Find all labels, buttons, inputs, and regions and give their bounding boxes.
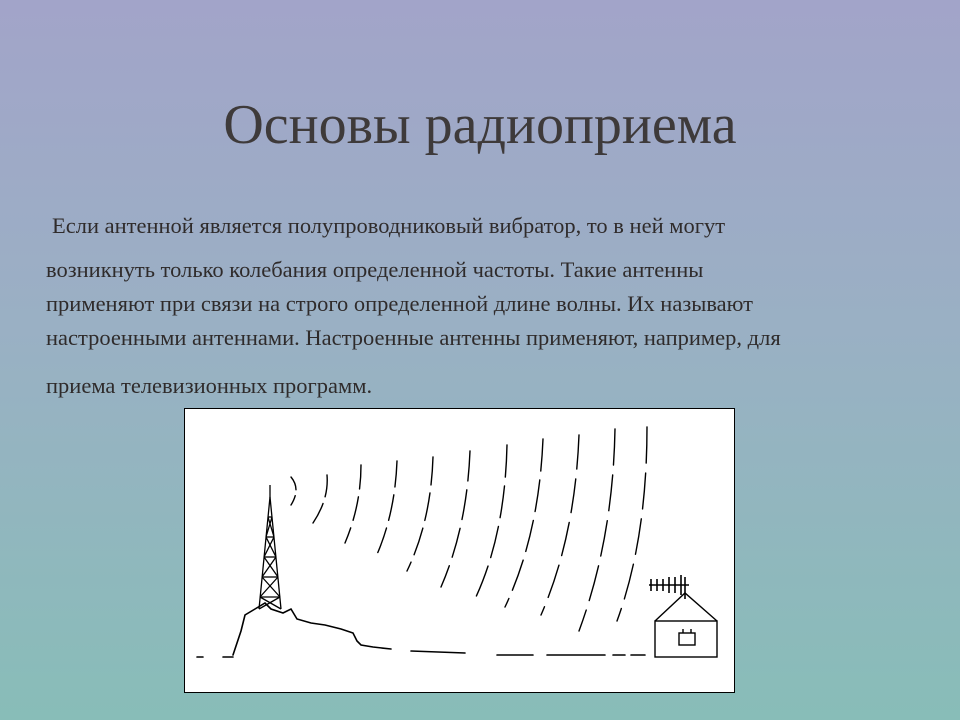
- wave-arc-1: [291, 477, 296, 505]
- wave-arc-4: [375, 461, 397, 559]
- transmitter-tower: [259, 485, 281, 609]
- radio-waves: [291, 427, 647, 631]
- diagram-canvas: [185, 409, 734, 692]
- radio-reception-diagram: [184, 408, 735, 693]
- paragraph-line-2: возникнуть только колебания определенной частоты. Такие антенны: [46, 257, 704, 282]
- wave-arc-6: [441, 451, 470, 587]
- wave-arc-9: [541, 435, 579, 615]
- slide-title: Основы радиоприема: [223, 94, 737, 156]
- wave-arc-10: [579, 429, 615, 631]
- paragraph-line-5: приема телевизионных программ.: [46, 373, 373, 398]
- ground-line: [197, 603, 645, 657]
- paragraph-line-4: настроенными антеннами. Настроенные антенны применяют, например, для: [46, 325, 781, 350]
- paragraph-line-3: применяют при связи на строго определенной длине волны. Их называют: [46, 291, 754, 316]
- wave-arc-11: [617, 427, 647, 621]
- wave-arc-8: [505, 439, 543, 607]
- paragraph-line-1: Если антенной является полупроводниковый вибратор, то в ней могут: [52, 213, 726, 238]
- wave-arc-7: [475, 445, 507, 599]
- wave-arc-3: [345, 465, 361, 543]
- wave-arc-2: [313, 475, 327, 523]
- wave-arc-5: [407, 457, 433, 571]
- receiver-house: [655, 593, 717, 657]
